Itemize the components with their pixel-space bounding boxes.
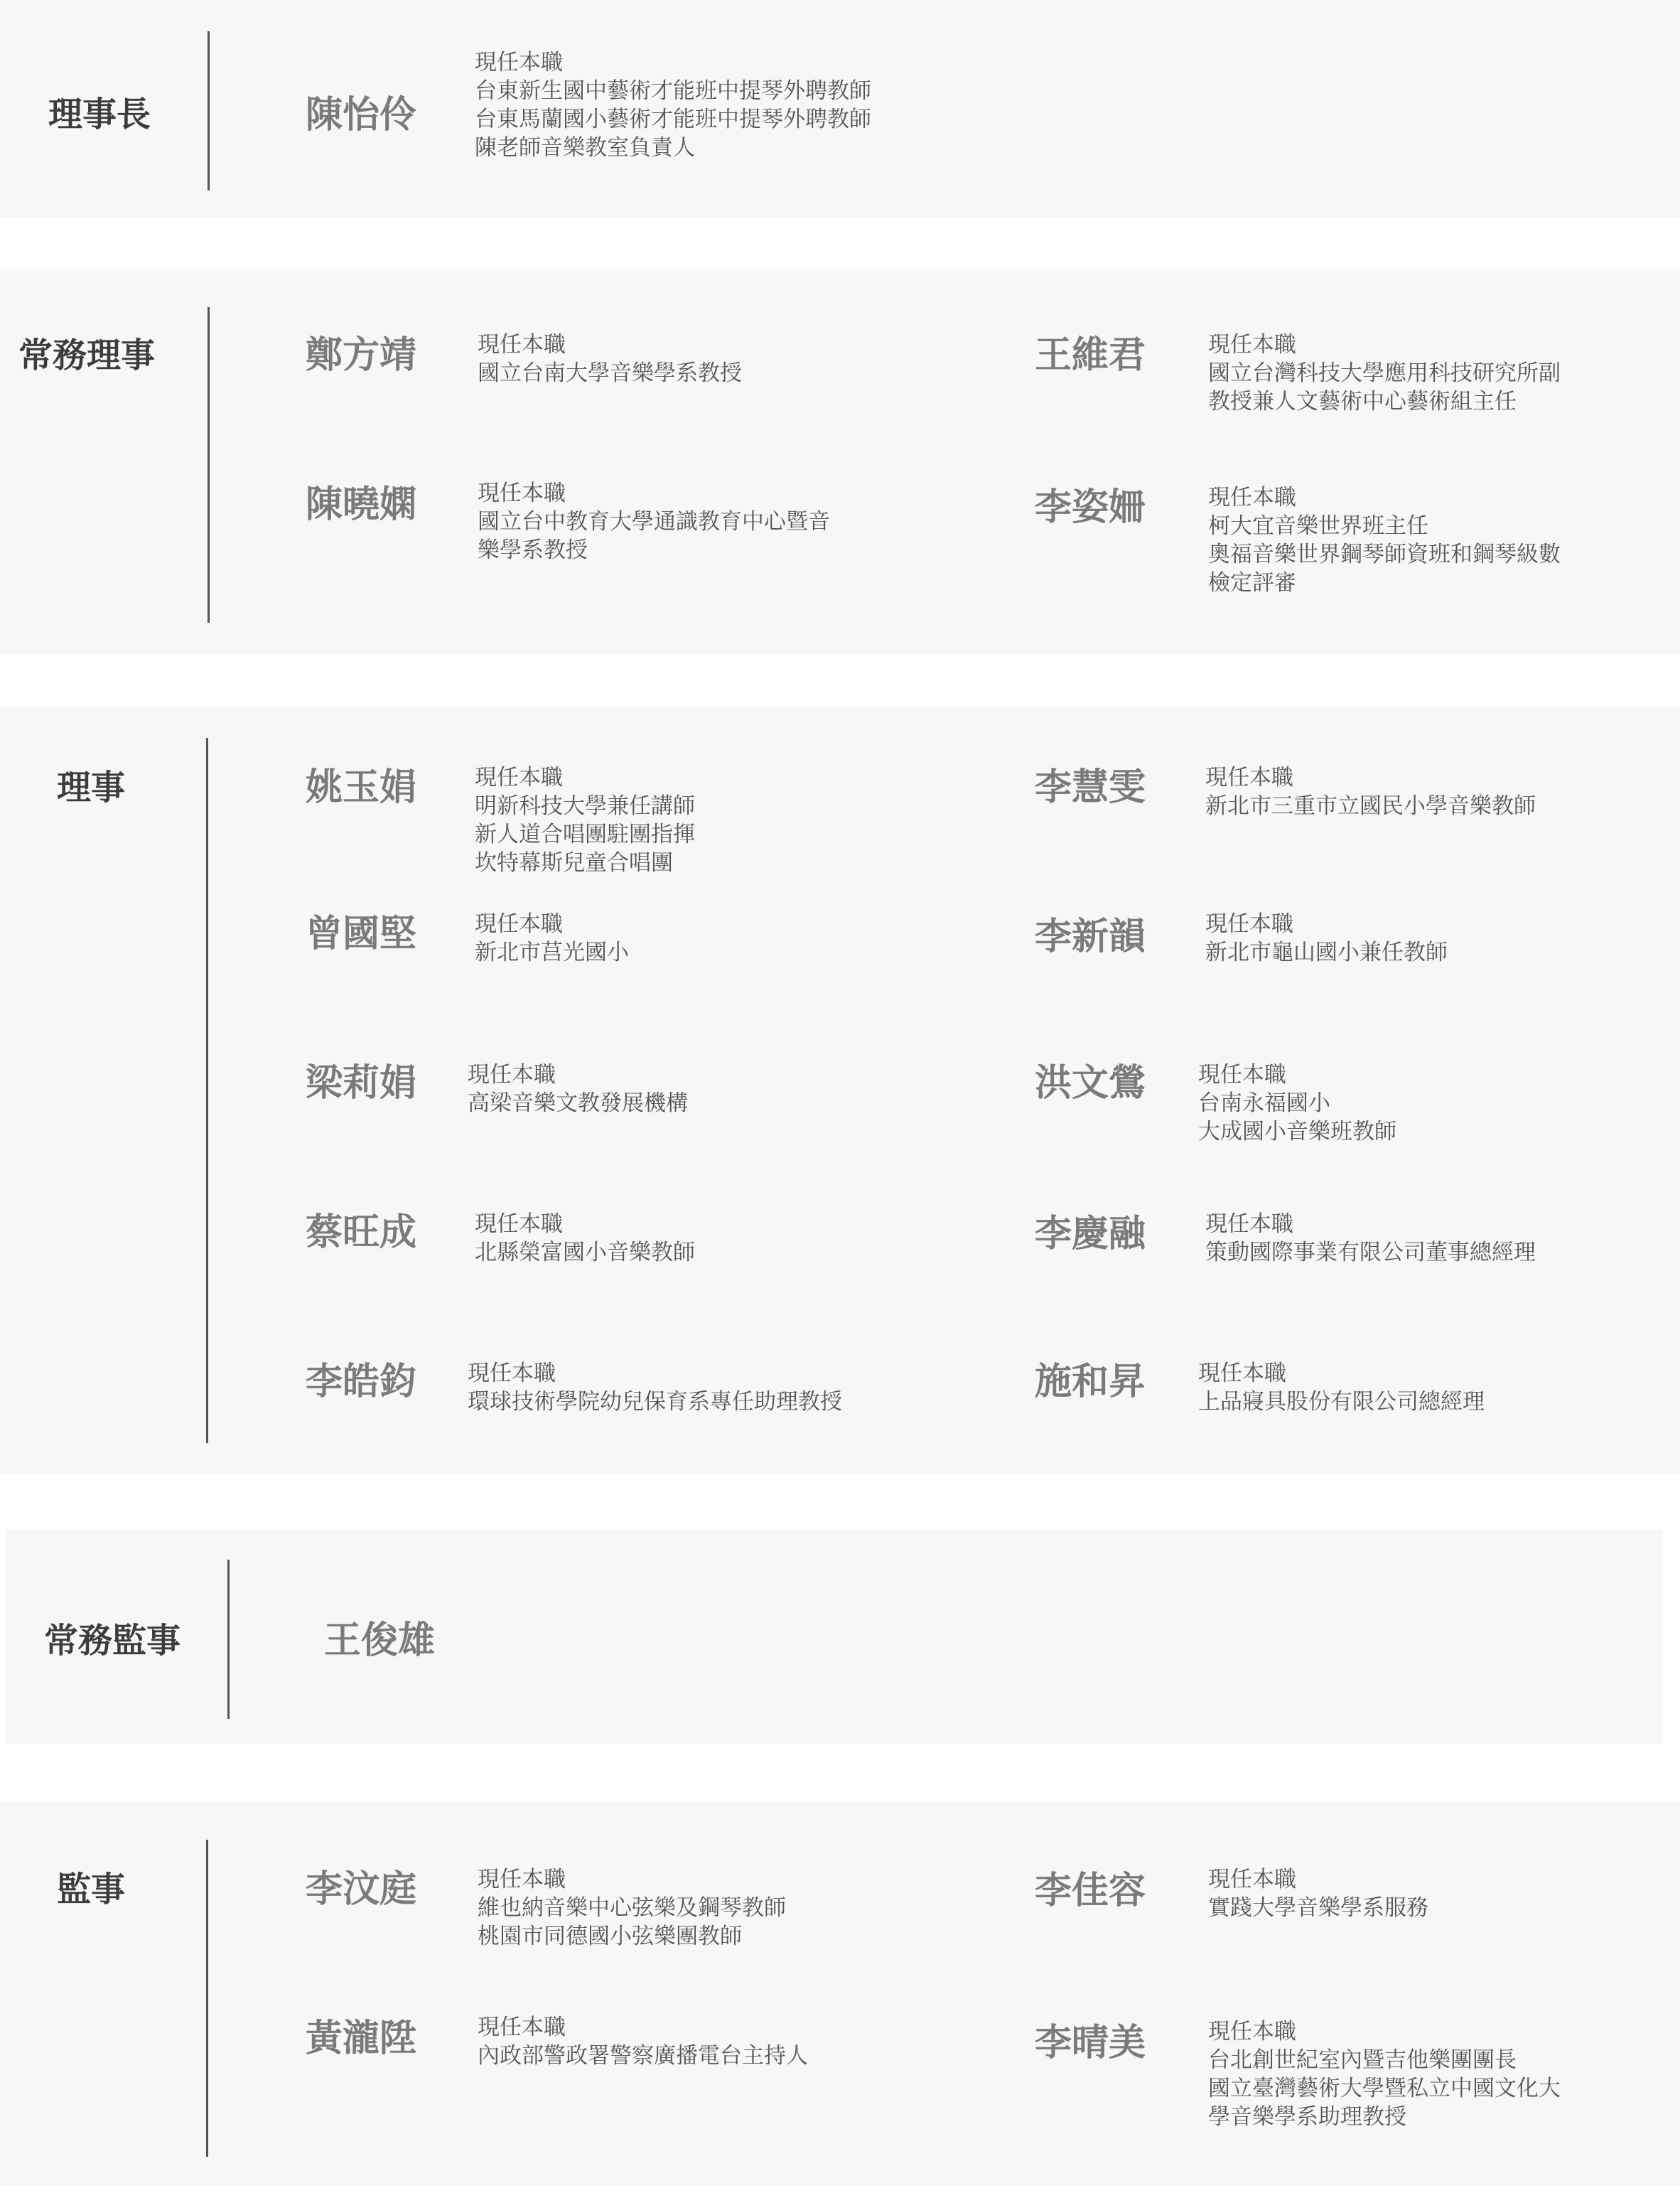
section-divider	[208, 31, 210, 191]
info-line: 現任本職	[1208, 2019, 1296, 2044]
info-line: 現任本職	[1208, 332, 1296, 358]
info-line: 實踐大學音樂學系服務	[1208, 1895, 1428, 1921]
info-line: 現任本職	[1205, 765, 1293, 790]
info-line: 現任本職	[475, 1211, 563, 1237]
member-info	[1205, 763, 1536, 820]
info-line: 大成國小音樂班教師	[1198, 1119, 1396, 1144]
member-name: 李慶融	[1035, 1213, 1146, 1255]
member-name: 鄭方靖	[306, 334, 417, 377]
member-info	[478, 331, 742, 387]
info-line: 現任本職	[1205, 1211, 1293, 1237]
info-line: 國立台中教育大學通識教育中心暨音	[478, 509, 830, 535]
info-line: 國立台灣科技大學應用科技研究所副	[1208, 360, 1561, 386]
member-name: 李佳容	[1035, 1870, 1146, 1912]
section-divider	[208, 307, 210, 623]
role-title: 常務監事	[44, 1621, 181, 1661]
section-divider	[206, 738, 208, 1443]
info-line: 現任本職	[468, 1361, 556, 1386]
section-divider	[206, 1840, 208, 2157]
member-info	[1198, 1359, 1485, 1416]
role-title: 理事長	[48, 95, 151, 134]
info-line: 現任本職	[478, 332, 566, 358]
member-info	[1205, 910, 1448, 967]
member-info	[475, 910, 629, 967]
member-info	[478, 479, 830, 564]
section-chairman	[0, 0, 1680, 217]
member-name: 李汶庭	[306, 1868, 417, 1911]
member-name: 李姿姍	[1035, 486, 1146, 529]
info-line: 新人道合唱團駐團指揮	[475, 822, 695, 847]
info-line: 台東馬蘭國小藝術才能班中提琴外聘教師	[475, 107, 871, 132]
info-line: 現任本職	[1198, 1361, 1286, 1386]
member-name: 梁莉娟	[306, 1062, 417, 1105]
info-line: 國立臺灣藝術大學暨私立中國文化大	[1208, 2076, 1561, 2101]
member-info	[478, 1865, 786, 1951]
member-name: 李晴美	[1035, 2022, 1146, 2064]
member-info	[1208, 2017, 1561, 2131]
info-line: 高梁音樂文教發展機構	[468, 1090, 688, 1116]
info-line: 現任本職	[478, 481, 566, 506]
member-name: 王維君	[1035, 334, 1146, 377]
info-line: 檢定評審	[1208, 570, 1296, 596]
info-line: 現任本職	[1208, 485, 1296, 510]
info-line: 現任本職	[1198, 1062, 1286, 1088]
info-line: 維也納音樂中心弦樂及鋼琴教師	[478, 1895, 786, 1921]
member-name: 曾國堅	[306, 913, 417, 955]
role-title: 常務理事	[18, 336, 156, 375]
info-line: 國立台南大學音樂學系教授	[478, 360, 742, 386]
member-info	[1208, 1865, 1428, 1922]
role-title: 理事	[57, 768, 126, 808]
member-info	[1208, 331, 1561, 416]
info-line: 明新科技大學兼任講師	[475, 793, 695, 819]
info-line: 台東新生國中藝術才能班中提琴外聘教師	[475, 78, 871, 104]
info-line: 現任本職	[475, 765, 563, 790]
info-line: 內政部警政署警察廣播電台主持人	[478, 2043, 808, 2069]
member-name: 姚玉娟	[306, 766, 417, 809]
member-info	[468, 1359, 842, 1416]
info-line: 上品寢具股份有限公司總經理	[1198, 1389, 1485, 1415]
info-line: 現任本職	[1205, 911, 1293, 937]
member-name: 李皓鈞	[306, 1361, 417, 1403]
info-line: 現任本職	[475, 911, 563, 937]
member-name: 王俊雄	[324, 1619, 436, 1662]
member-info	[475, 48, 871, 162]
member-info	[475, 763, 695, 877]
member-name: 李慧雯	[1035, 766, 1146, 809]
member-info	[1198, 1061, 1396, 1146]
info-line: 奧福音樂世界鋼琴師資班和鋼琴級數	[1208, 542, 1561, 567]
info-line: 教授兼人文藝術中心藝術組主任	[1208, 389, 1517, 414]
member-info	[478, 2013, 808, 2070]
section-divider	[227, 1560, 230, 1719]
member-name: 李新韻	[1035, 916, 1146, 958]
member-name: 陳怡伶	[306, 94, 417, 136]
info-line: 現任本職	[475, 50, 563, 75]
info-line: 環球技術學院幼兒保育系專任助理教授	[468, 1389, 842, 1415]
info-line: 現任本職	[478, 1867, 566, 1892]
member-name: 蔡旺成	[306, 1211, 417, 1254]
info-line: 策動國際事業有限公司董事總經理	[1205, 1240, 1536, 1265]
info-line: 新北市龜山國小兼任教師	[1205, 940, 1448, 965]
member-info	[475, 1210, 695, 1267]
member-name: 施和昇	[1035, 1361, 1146, 1403]
info-line: 樂學系教授	[478, 537, 588, 563]
info-line: 現任本職	[1208, 1867, 1296, 1892]
member-info	[468, 1061, 688, 1117]
info-line: 學音樂學系助理教授	[1208, 2104, 1406, 2130]
info-line: 現任本職	[478, 2015, 566, 2040]
member-name: 陳曉嫻	[306, 483, 417, 526]
member-info	[1205, 1210, 1536, 1267]
section-standing-supervisor	[6, 1530, 1663, 1744]
member-info	[1208, 483, 1561, 597]
member-name: 黃瀧陞	[306, 2017, 417, 2060]
section-supervisors	[0, 1801, 1680, 2185]
info-line: 北縣榮富國小音樂教師	[475, 1240, 695, 1265]
info-line: 陳老師音樂教室負責人	[475, 135, 695, 161]
info-line: 坎特幕斯兒童合唱團	[475, 850, 673, 876]
info-line: 新北市三重市立國民小學音樂教師	[1205, 793, 1536, 819]
section-directors	[0, 707, 1680, 1474]
info-line: 新北市莒光國小	[475, 940, 629, 965]
info-line: 柯大宜音樂世界班主任	[1208, 513, 1428, 539]
info-line: 台北創世紀室內暨吉他樂團團長	[1208, 2047, 1517, 2073]
member-name: 洪文鶯	[1035, 1062, 1146, 1105]
info-line: 現任本職	[468, 1062, 556, 1088]
info-line: 台南永福國小	[1198, 1090, 1330, 1116]
info-line: 桃園市同德國小弦樂團教師	[478, 1924, 742, 1949]
section-standing-directors	[0, 269, 1680, 654]
role-title: 監事	[57, 1870, 126, 1909]
